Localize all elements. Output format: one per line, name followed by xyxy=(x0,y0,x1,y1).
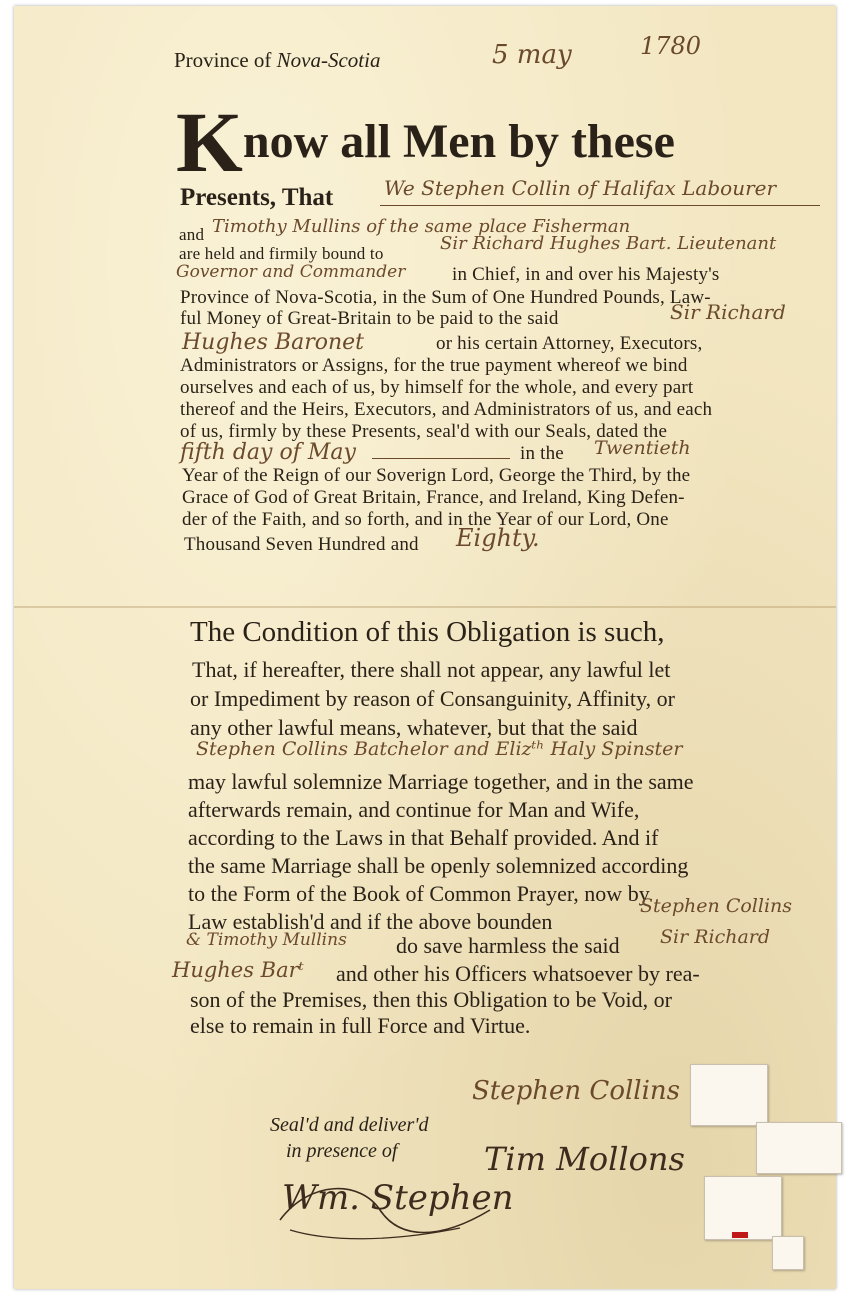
bond-line-11: of us, firmly by these Presents, seal'd with our Seals, dated the xyxy=(180,421,668,442)
bond-line-2: and xyxy=(179,225,205,244)
hw-paid-to-2: Hughes Baronet xyxy=(182,330,364,355)
seal-strip-bottom xyxy=(772,1236,804,1270)
sealed-delivered: Seal'd and deliver'd xyxy=(270,1114,429,1136)
hw-bounden-1: Stephen Collins xyxy=(640,895,793,917)
bond-line-6: ful Money of Great-Britain to be paid to the said xyxy=(180,308,559,329)
condition-line-9: Law establish'd and if the above bounden xyxy=(188,909,553,934)
hw-save-harmless-2: Hughes Barᵗ xyxy=(172,958,304,982)
condition-line-10: do save harmless the said xyxy=(396,933,620,958)
document-title xyxy=(176,94,675,190)
condition-line-11: and other his Officers whatsoever by rea- xyxy=(336,961,700,986)
hw-bounden-2: & Timothy Mullins xyxy=(186,930,347,950)
hw-regnal-year: Twentieth xyxy=(594,437,691,459)
seal-strip-top xyxy=(756,1122,842,1174)
condition-line-1: That, if hereafter, there shall not appear, any lawful let xyxy=(192,657,671,682)
wax-seal-fragment xyxy=(732,1232,748,1238)
hw-day: fifth day of May xyxy=(180,440,356,465)
bond-line-13: Year of the Reign of our Soverign Lord, George the Third, by the xyxy=(182,465,691,486)
condition-line-3: any other lawful means, whatever, but that the said xyxy=(190,715,638,740)
condition-line-6: according to the Laws in that Behalf provided. And if xyxy=(188,825,659,850)
title-rest: now all Men by these xyxy=(242,115,675,168)
hw-paid-to-1: Sir Richard xyxy=(670,300,786,324)
fold-crease xyxy=(14,606,836,608)
condition-heading: The Condition of this Obligation is such, xyxy=(190,616,665,648)
condition-line-7: the same Marriage shall be openly solemnized according xyxy=(188,853,689,878)
bond-line-4: in Chief, in and over his Majesty's xyxy=(452,264,720,285)
condition-line-5: afterwards remain, and continue for Man and Wife, xyxy=(188,797,640,822)
hw-parties: Stephen Collins Batchelor and Elizᵗʰ Haly Spinster xyxy=(196,738,683,760)
condition-line-2: or Impediment by reason of Consanguinity, Affinity, or xyxy=(190,686,675,711)
bond-line-5: Province of Nova-Scotia, in the Sum of One Hundred Pounds, Law- xyxy=(180,287,711,308)
bond-line-1: Presents, That xyxy=(180,184,334,211)
bond-line-14: Grace of God of Great Britain, France, and Ireland, King Defen- xyxy=(182,487,685,508)
bond-line-3: are held and firmily bound to xyxy=(179,244,384,263)
seal-tab-bottom xyxy=(704,1176,782,1240)
hw-principals-1: We Stephen Collin of Halifax Labourer xyxy=(384,176,777,200)
bond-line-7: or his certain Attorney, Executors, xyxy=(436,333,703,354)
date-note: 5 may xyxy=(492,40,572,70)
condition-line-13: else to remain in full Force and Virtue. xyxy=(190,1013,531,1038)
bond-line-10: thereof and the Heirs, Executors, and Administrators of us, and each xyxy=(180,399,713,420)
seal-tab-top xyxy=(690,1064,768,1126)
province-name: Nova-Scotia xyxy=(276,48,381,72)
fill-line xyxy=(372,458,510,459)
signature-tim-mollons: Tim Mollons xyxy=(484,1140,685,1178)
fill-line xyxy=(380,205,820,206)
hw-bound-to: Sir Richard Hughes Bart. Lieutenant xyxy=(440,233,777,254)
hw-year-words: Eighty. xyxy=(456,524,540,552)
in-presence-of: in presence of xyxy=(286,1140,398,1162)
hw-save-harmless-1: Sir Richard xyxy=(660,926,771,948)
bond-line-12: in the xyxy=(520,443,564,464)
province-prefix: Province of xyxy=(174,48,272,72)
title-initial: K xyxy=(176,94,243,190)
bond-line-16: Thousand Seven Hundred and xyxy=(184,534,419,555)
province-label xyxy=(174,48,380,73)
year-note: 1780 xyxy=(640,32,702,60)
witness-flourish xyxy=(270,1170,510,1250)
witness-signature: Wm. Stephen xyxy=(282,1178,514,1218)
condition-line-4: may lawful solemnize Marriage together, and in the same xyxy=(188,769,694,794)
condition-line-12: son of the Premises, then this Obligation to be Void, or xyxy=(190,987,672,1012)
condition-line-8: to the Form of the Book of Common Prayer, now by xyxy=(188,881,650,906)
bond-line-9: ourselves and each of us, by himself for the whole, and every part xyxy=(180,377,694,398)
bond-line-15: der of the Faith, and so forth, and in the Year of our Lord, One xyxy=(182,509,669,530)
bond-line-8: Administrators or Assigns, for the true payment whereof we bind xyxy=(180,355,688,376)
hw-office: Governor and Commander xyxy=(176,262,406,282)
hw-principals-2: Timothy Mullins of the same place Fisherman xyxy=(212,216,631,237)
signature-stephen-collins: Stephen Collins xyxy=(472,1076,681,1106)
